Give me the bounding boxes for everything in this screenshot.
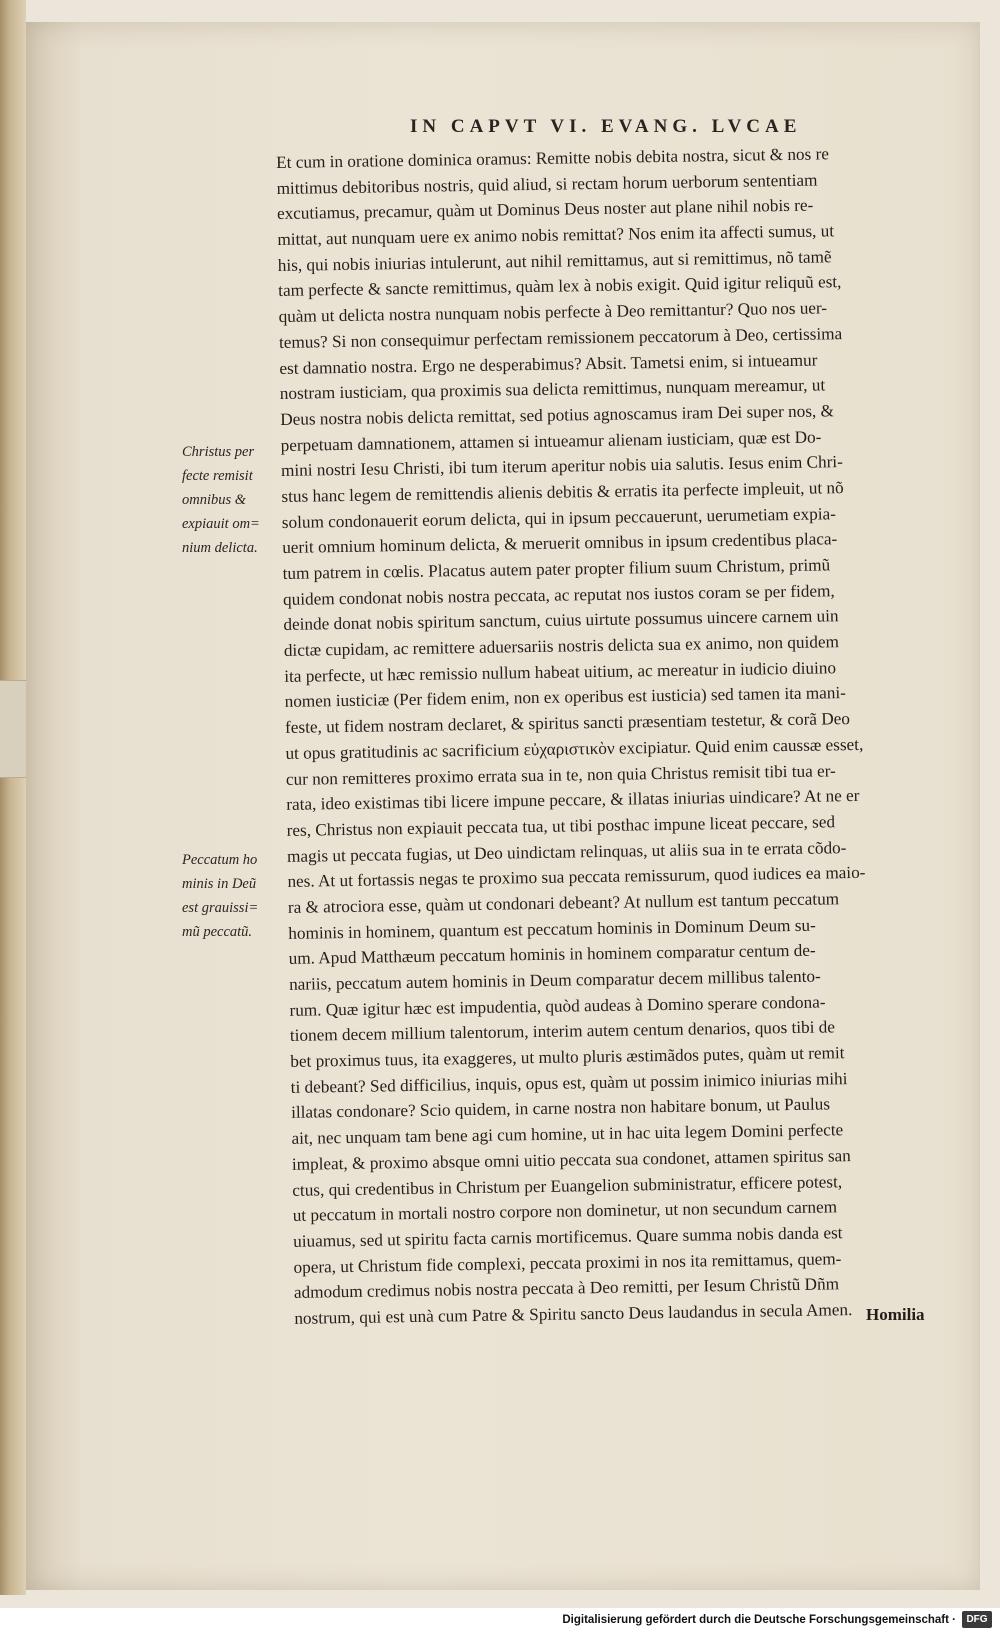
text-line: tionem decem millium talentorum, interim autem centum denarios, quos tibi de <box>289 1017 836 1046</box>
text-line: rum. Quæ igitur hæc est impudentia, quòd audeas à Domino sperare condona- <box>289 992 826 1020</box>
text-line: cur non remitteres proximo errata sua in te, non quia Christus remisit tibi tua er- <box>285 760 836 789</box>
text-line: nes. At ut fortassis negas te proximo sua peccata remissurum, quod iudices ea maio- <box>287 863 866 892</box>
text-line: quidem condonat nobis nostra peccata, ac reputat nos iustos coram se per fidem, <box>282 580 835 609</box>
text-line: mini nostri Iesu Christi, ibi tum iterum aperitur nobis uia salutis. Iesus enim Chri- <box>280 452 844 481</box>
text-line: admodum credimus nobis nostra peccata à Deo remitti, per Iesum Christũ Dñm <box>293 1274 840 1303</box>
text-line: dictæ cupidam, ac remittere aduersariis nostris delicta sua ex animo, non quidem <box>283 632 840 660</box>
marginal-line: est grauissi= <box>182 900 259 916</box>
digitization-credit: Digitalisierung gefördert durch die Deutsche Forschungsgemeinschaft · <box>562 1614 956 1626</box>
marginal-line: expiauit om= <box>182 516 260 532</box>
text-line: ait, nec unquam tam bene agi cum homine, ut in hac uita legem Domini perfecte <box>291 1120 844 1149</box>
marginal-line: nium delicta. <box>182 540 258 556</box>
marginal-line: omnibus & <box>182 492 247 508</box>
text-line: tam perfecte & sancte remittimus, quàm lex à nobis exigit. Quid igitur reliquũ est, <box>278 272 842 301</box>
text-line: ut peccatum in mortali nostro corpore non dominetur, ut non secundum carnem <box>292 1197 838 1226</box>
catchword: Homilia <box>866 1305 925 1324</box>
marginal-line: Christus per <box>182 444 255 460</box>
text-line: est damnatio nostra. Ergo ne desperabimus? Absit. Tametsi enim, si intueamur <box>279 350 818 378</box>
text-line: perpetuam damnationem, attamen si intueamur alienam iusticiam, quæ est Do- <box>280 427 822 455</box>
text-line: ut opus gratitudinis ac sacrificium εὐχαριστικὸν excipiatur. Quid enim caussæ esset, <box>285 734 864 763</box>
text-line: illatas condonare? Scio quidem, in carne nostra non habitare bonum, ut Paulus <box>290 1094 831 1123</box>
marginal-line: Peccatum ho <box>182 852 258 868</box>
text-line: stus hanc legem de remittendis alienis debitis & erratis ita perfecte impleuit, ut nõ <box>281 478 844 506</box>
text-line: hominis in hominem, quantum est peccatum hominis in Dominum Deum su- <box>288 915 816 943</box>
text-line: quàm ut delicta nostra nunquam nobis perfecte à Deo remittantur? Quo nos uer- <box>278 298 828 327</box>
text-line: temus? Si non consequimur perfectam remissionem peccatorum à Deo, certissima <box>278 323 843 352</box>
text-line: deinde donat nobis spiritum sanctum, cuius uirtute possumus uincere carnem uin <box>283 606 839 635</box>
book-spine-edge <box>0 0 26 1595</box>
marginal-line: minis in Deũ <box>182 876 257 892</box>
text-line: res, Christus non expiauit peccata tua, ut tibi posthac impune liceat peccare, sed <box>286 812 836 840</box>
marginal-note-2 <box>182 848 282 944</box>
marginal-line: mũ peccatũ. <box>182 924 253 940</box>
text-line: magis ut peccata fugias, ut Deo uindictam relinquas, ut aliis sua in te errata cõdo- <box>286 837 847 866</box>
text-line: um. Apud Matthæum peccatum hominis in hominem comparatur centum de- <box>288 940 816 969</box>
text-line: nostrum, qui est unà cum Patre & Spiritu sancto Deus laudandus in secula Amen. <box>294 1300 853 1328</box>
running-title: IN CAPVT VI. EVANG. LVCAE <box>410 116 802 137</box>
text-line: excutiamus, precamur, quàm ut Dominus Deus noster aut plane nihil nobis re- <box>276 195 814 224</box>
text-line: ra & atrociora esse, quàm ut condonari debeant? At nullum est tantum peccatum <box>287 889 840 917</box>
text-line: bet proximus tuus, ita exaggeres, ut multo pluris æstimãdos putes, quàm ut remit <box>290 1043 845 1071</box>
text-line: impleat, & proximo absque omni uitio peccata sua condonet, attamen spiritus san <box>291 1145 851 1174</box>
text-line: solum condonauerit eorum delicta, qui in ipsum peccauerunt, uerumetiam expia- <box>281 503 837 532</box>
dfg-logo: DFG <box>962 1611 992 1628</box>
text-line: Deus nostra nobis delicta remittat, sed potius agnoscamus iram Dei super nos, & <box>280 401 835 429</box>
text-line: ti debeant? Sed difficilius, inquis, opus est, quàm ut possim inimico iniurias mihi <box>290 1068 848 1097</box>
text-line: Et cum in oratione dominica oramus: Remitte nobis debita nostra, sicut & nos re <box>276 144 830 172</box>
text-line: mittat, aut nunquam uere ex animo nobis remittat? Nos enim ita affecti sumus, ut <box>277 221 835 250</box>
main-text-block <box>276 140 962 1332</box>
text-line: tum patrem in cœlis. Placatus autem pater propter filium suum Christum, primũ <box>282 555 831 583</box>
text-line: his, qui nobis iniurias intulerunt, aut nihil remittamus, aut si remittimus, nõ tamẽ <box>277 247 832 275</box>
text-line: uiuamus, sed ut spiritu facta carnis mortificemus. Quare summa nobis danda est <box>292 1223 843 1251</box>
marginal-line: fecte remisit <box>182 468 253 484</box>
text-line: nariis, peccatum autem hominis in Deum comparatur decem millibus talento- <box>288 966 821 994</box>
text-line: ita perfecte, ut hæc remissio nullum habeat uitium, ac mereatur in iudicio diuino <box>284 658 837 686</box>
text-line: opera, ut Christum fide complexi, peccata proximi in nos ita remittamus, quem- <box>293 1248 842 1277</box>
marginal-note-1 <box>182 440 282 560</box>
text-line: mittimus debitoribus nostris, quid aliud, si rectam horum uerborum sententiam <box>276 170 818 198</box>
text-line: ctus, qui credentibus in Christum per Euangelion subministratur, efficere potest, <box>292 1171 843 1200</box>
text-line: nomen iusticiæ (Per fidem enim, non ex operibus est iusticia) sed tamen ita mani- <box>284 683 847 712</box>
text-line: feste, ut fidem nostram declaret, & spiritus sancti præsentiam testetur, & corã Deo <box>284 709 851 738</box>
text-line: rata, ideo existimas tibi licere impune peccare, & illatas iniurias uindicare? At ne er <box>286 786 860 815</box>
text-line: uerit omnium hominum delicta, & meruerit omnibus in ipsum credentibus placa- <box>282 529 838 558</box>
text-line: nostram iusticiam, qua proximis sua delicta remittimus, nunquam mereamur, ut <box>279 375 826 404</box>
